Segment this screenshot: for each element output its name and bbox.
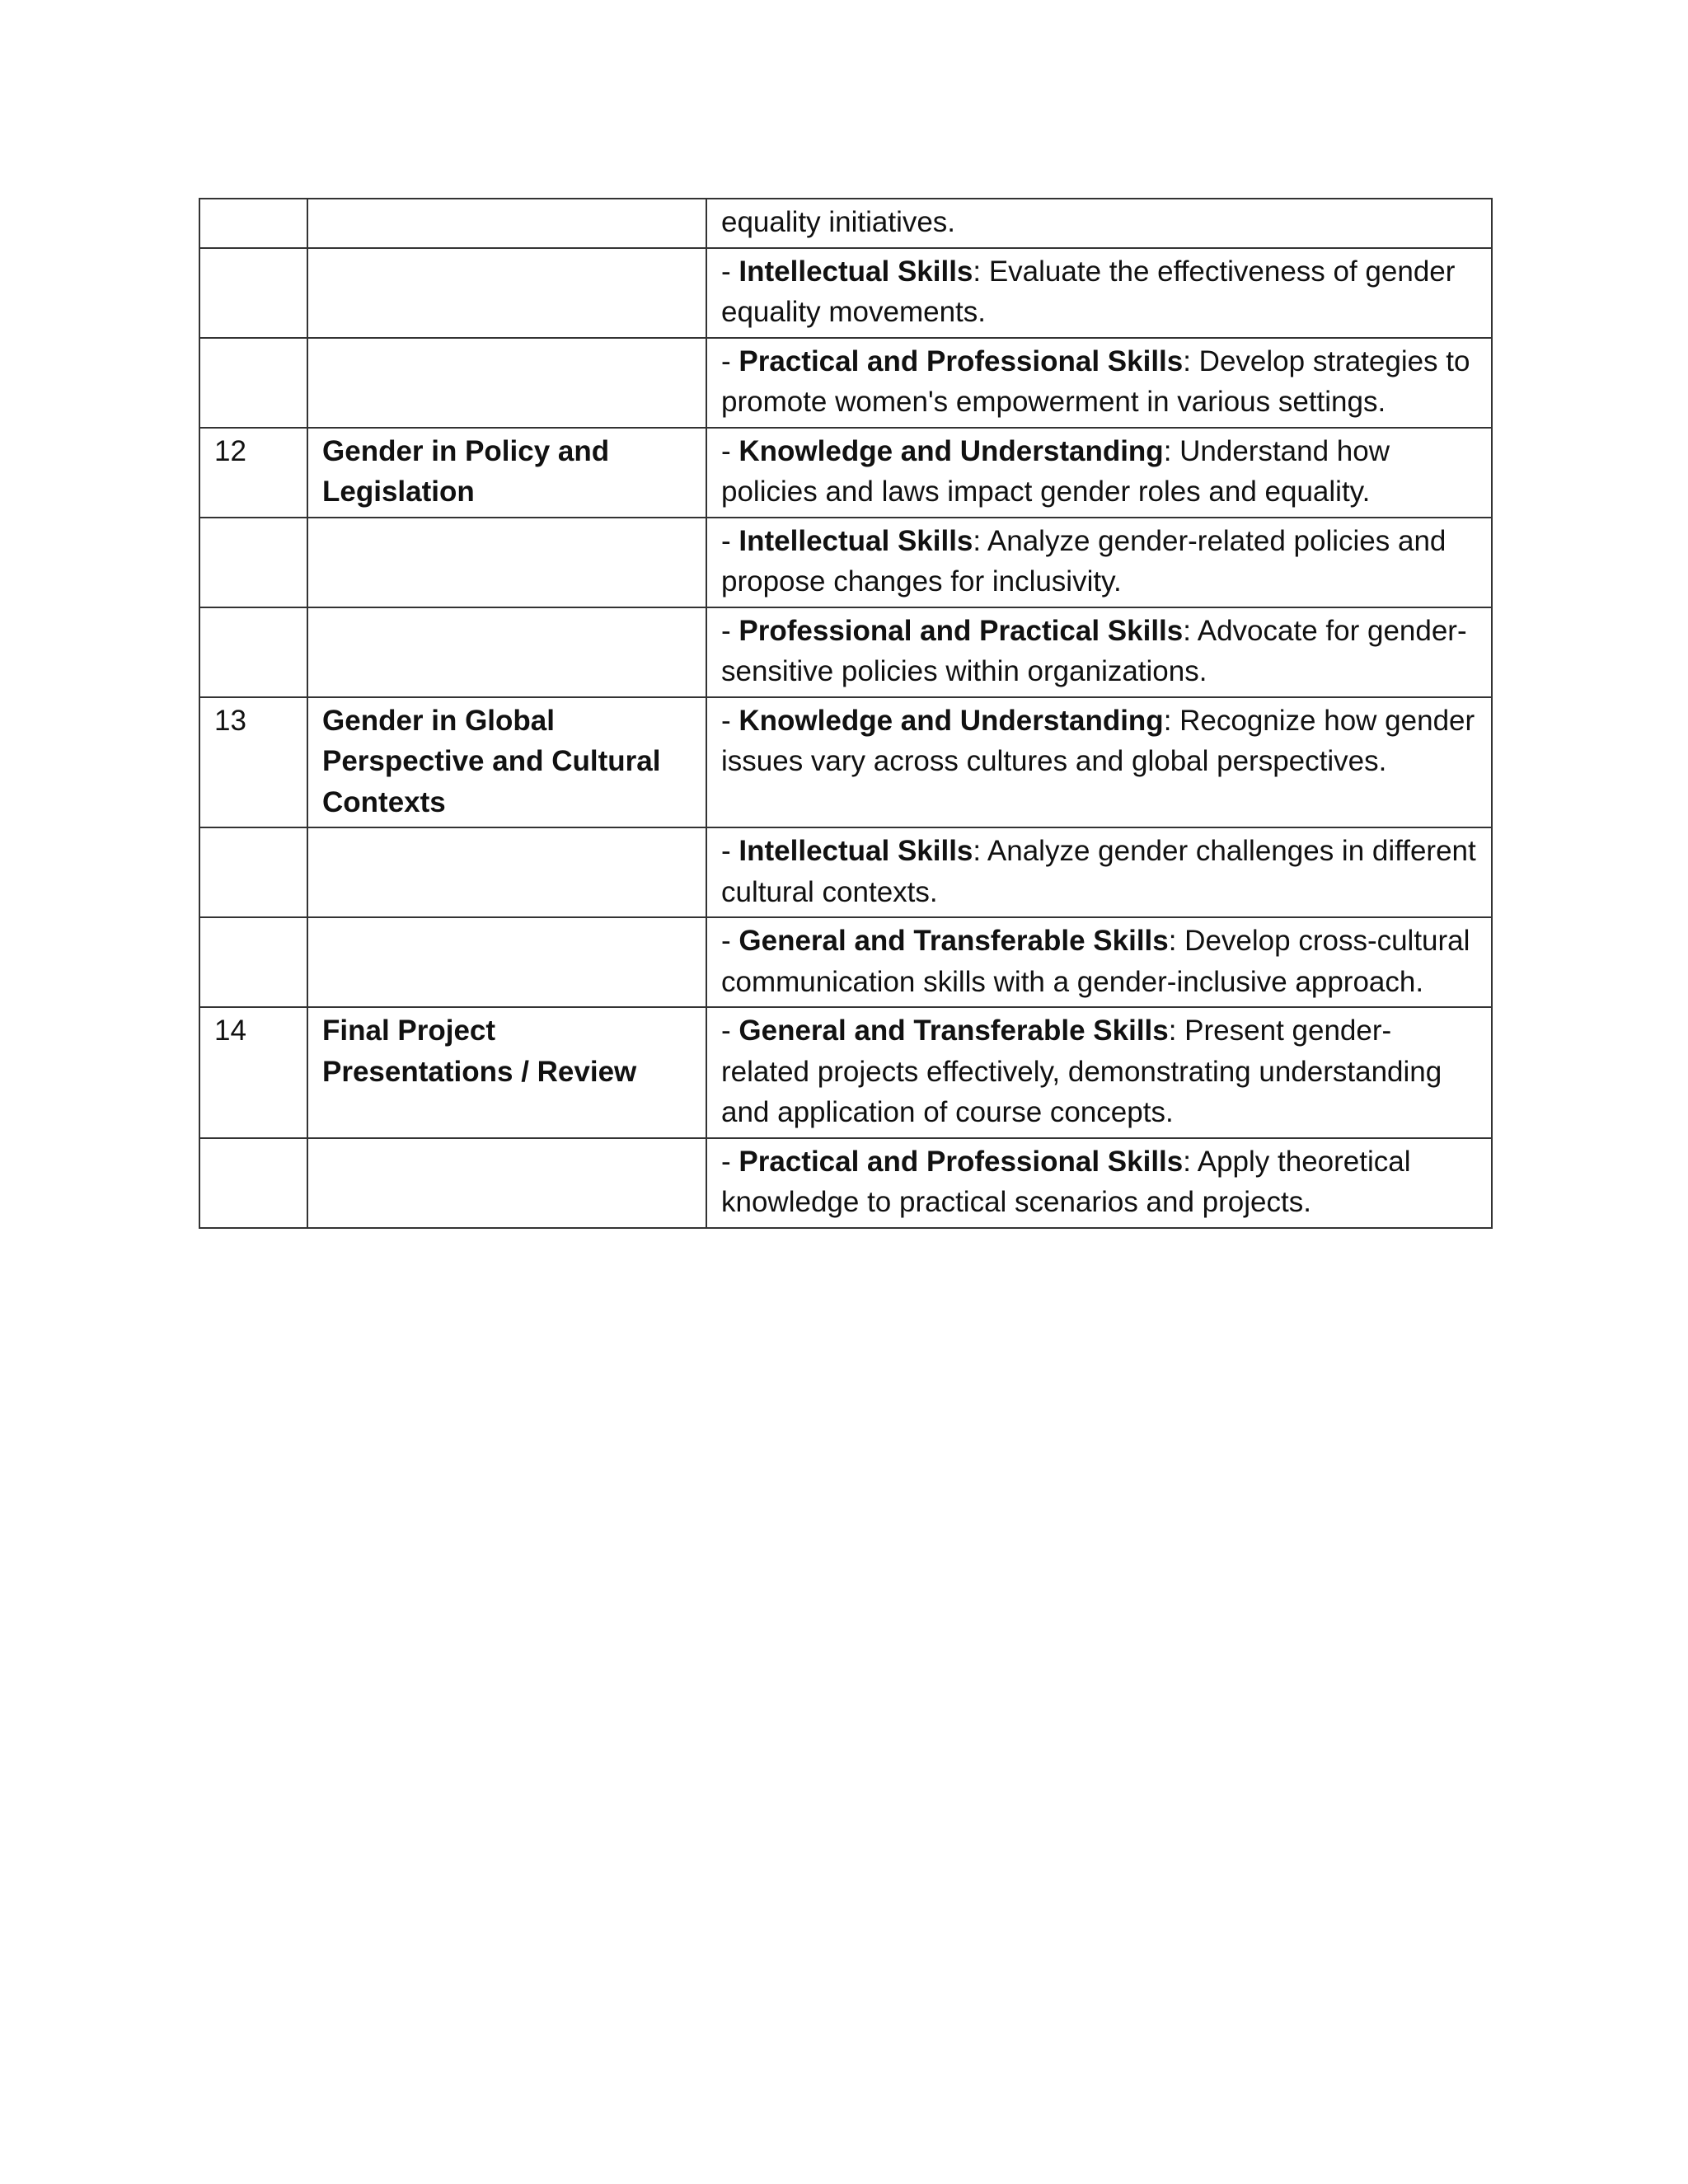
topic-cell: [307, 338, 706, 428]
week-cell: [199, 1007, 307, 1138]
skill-category: Intellectual Skills: [738, 524, 973, 557]
outcome-cell: [706, 917, 1492, 1007]
outcome-cell: [706, 827, 1492, 917]
outcome-prefix: -: [721, 835, 739, 867]
outcome-prefix: -: [721, 344, 739, 377]
outcome-cell: [706, 518, 1492, 607]
outcome-cell: [706, 338, 1492, 428]
outcome-text: : Recognize how gender issues vary across cultures and global perspectives.: [721, 704, 1475, 777]
table-row: [199, 607, 1492, 697]
skill-category: General and Transferable Skills: [738, 925, 1169, 957]
outcome-text: : Understand how policies and laws impact gender roles and equality.: [721, 434, 1390, 508]
week-cell: [199, 1138, 307, 1228]
outcome-text: : Develop strategies to promote women's empowerment in various settings.: [721, 344, 1470, 418]
skill-category: Knowledge and Understanding: [738, 434, 1164, 467]
skill-category: Practical and Professional Skills: [738, 1145, 1184, 1178]
topic-cell: [307, 1138, 706, 1228]
topic-title: Gender in Global Perspective and Cultural Contexts: [322, 704, 661, 818]
week-number: 13: [214, 704, 246, 737]
topic-cell: [307, 1007, 706, 1138]
week-cell: [199, 428, 307, 518]
outcome-prefix: -: [721, 1015, 739, 1047]
topic-cell: [307, 917, 706, 1007]
week-cell: [199, 917, 307, 1007]
skill-category: Professional and Practical Skills: [738, 614, 1184, 647]
table-row: [199, 428, 1492, 518]
outcome-text: : Apply theoretical knowledge to practical scenarios and projects.: [721, 1145, 1411, 1218]
skill-category: Intellectual Skills: [738, 255, 973, 288]
table-row: [199, 338, 1492, 428]
topic-cell: [307, 697, 706, 828]
week-number: 12: [214, 434, 246, 467]
topic-cell: [307, 428, 706, 518]
skill-category: General and Transferable Skills: [738, 1015, 1169, 1047]
week-cell: [199, 827, 307, 917]
outcome-text: : Analyze gender-related policies and propose changes for inclusivity.: [721, 524, 1447, 598]
table-row: [199, 1138, 1492, 1228]
outcome-cell: [706, 607, 1492, 697]
table-row: [199, 248, 1492, 338]
outcome-prefix: -: [721, 524, 739, 557]
outcome-prefix: -: [721, 1145, 739, 1178]
outcome-cell: [706, 199, 1492, 248]
topic-title: Final Project Presentations / Review: [322, 1015, 637, 1088]
week-number: 14: [214, 1015, 246, 1047]
skill-category: Knowledge and Understanding: [738, 704, 1164, 737]
outcome-cell: [706, 248, 1492, 338]
outcome-cell: [706, 697, 1492, 828]
skill-category: Practical and Professional Skills: [738, 344, 1184, 377]
table-row: [199, 1007, 1492, 1138]
learning-outcomes-table: [199, 198, 1493, 1229]
week-cell: [199, 697, 307, 828]
outcome-text: : Evaluate the effectiveness of gender equality movements.: [721, 255, 1456, 328]
topic-cell: [307, 607, 706, 697]
outcome-prefix: -: [721, 704, 739, 737]
outcome-text: : Analyze gender challenges in different cultural contexts.: [721, 835, 1476, 908]
outcome-text: : Advocate for gender-sensitive policies within organizations.: [721, 614, 1467, 687]
week-cell: [199, 607, 307, 697]
topic-cell: [307, 199, 706, 248]
week-cell: [199, 248, 307, 338]
outcome-prefix: -: [721, 255, 739, 288]
outcome-text: : Present gender-related projects effectively, demonstrating understanding and application of course concepts.: [721, 1015, 1442, 1128]
table-row: [199, 518, 1492, 607]
table-row: [199, 697, 1492, 828]
topic-cell: [307, 518, 706, 607]
week-cell: [199, 518, 307, 607]
outcome-cell: [706, 1138, 1492, 1228]
outcome-prefix: -: [721, 434, 739, 467]
outcome-text: equality initiatives.: [721, 206, 956, 238]
table-row: [199, 827, 1492, 917]
week-cell: [199, 338, 307, 428]
table-row: [199, 917, 1492, 1007]
skill-category: Intellectual Skills: [738, 835, 973, 867]
outcome-prefix: -: [721, 614, 739, 647]
topic-title: Gender in Policy and Legislation: [322, 434, 610, 508]
table-row: [199, 199, 1492, 248]
outcome-prefix: -: [721, 925, 739, 957]
outcome-cell: [706, 428, 1492, 518]
outcome-cell: [706, 1007, 1492, 1138]
outcome-text: : Develop cross-cultural communication skills with a gender-inclusive approach.: [721, 925, 1470, 998]
topic-cell: [307, 827, 706, 917]
topic-cell: [307, 248, 706, 338]
week-cell: [199, 199, 307, 248]
